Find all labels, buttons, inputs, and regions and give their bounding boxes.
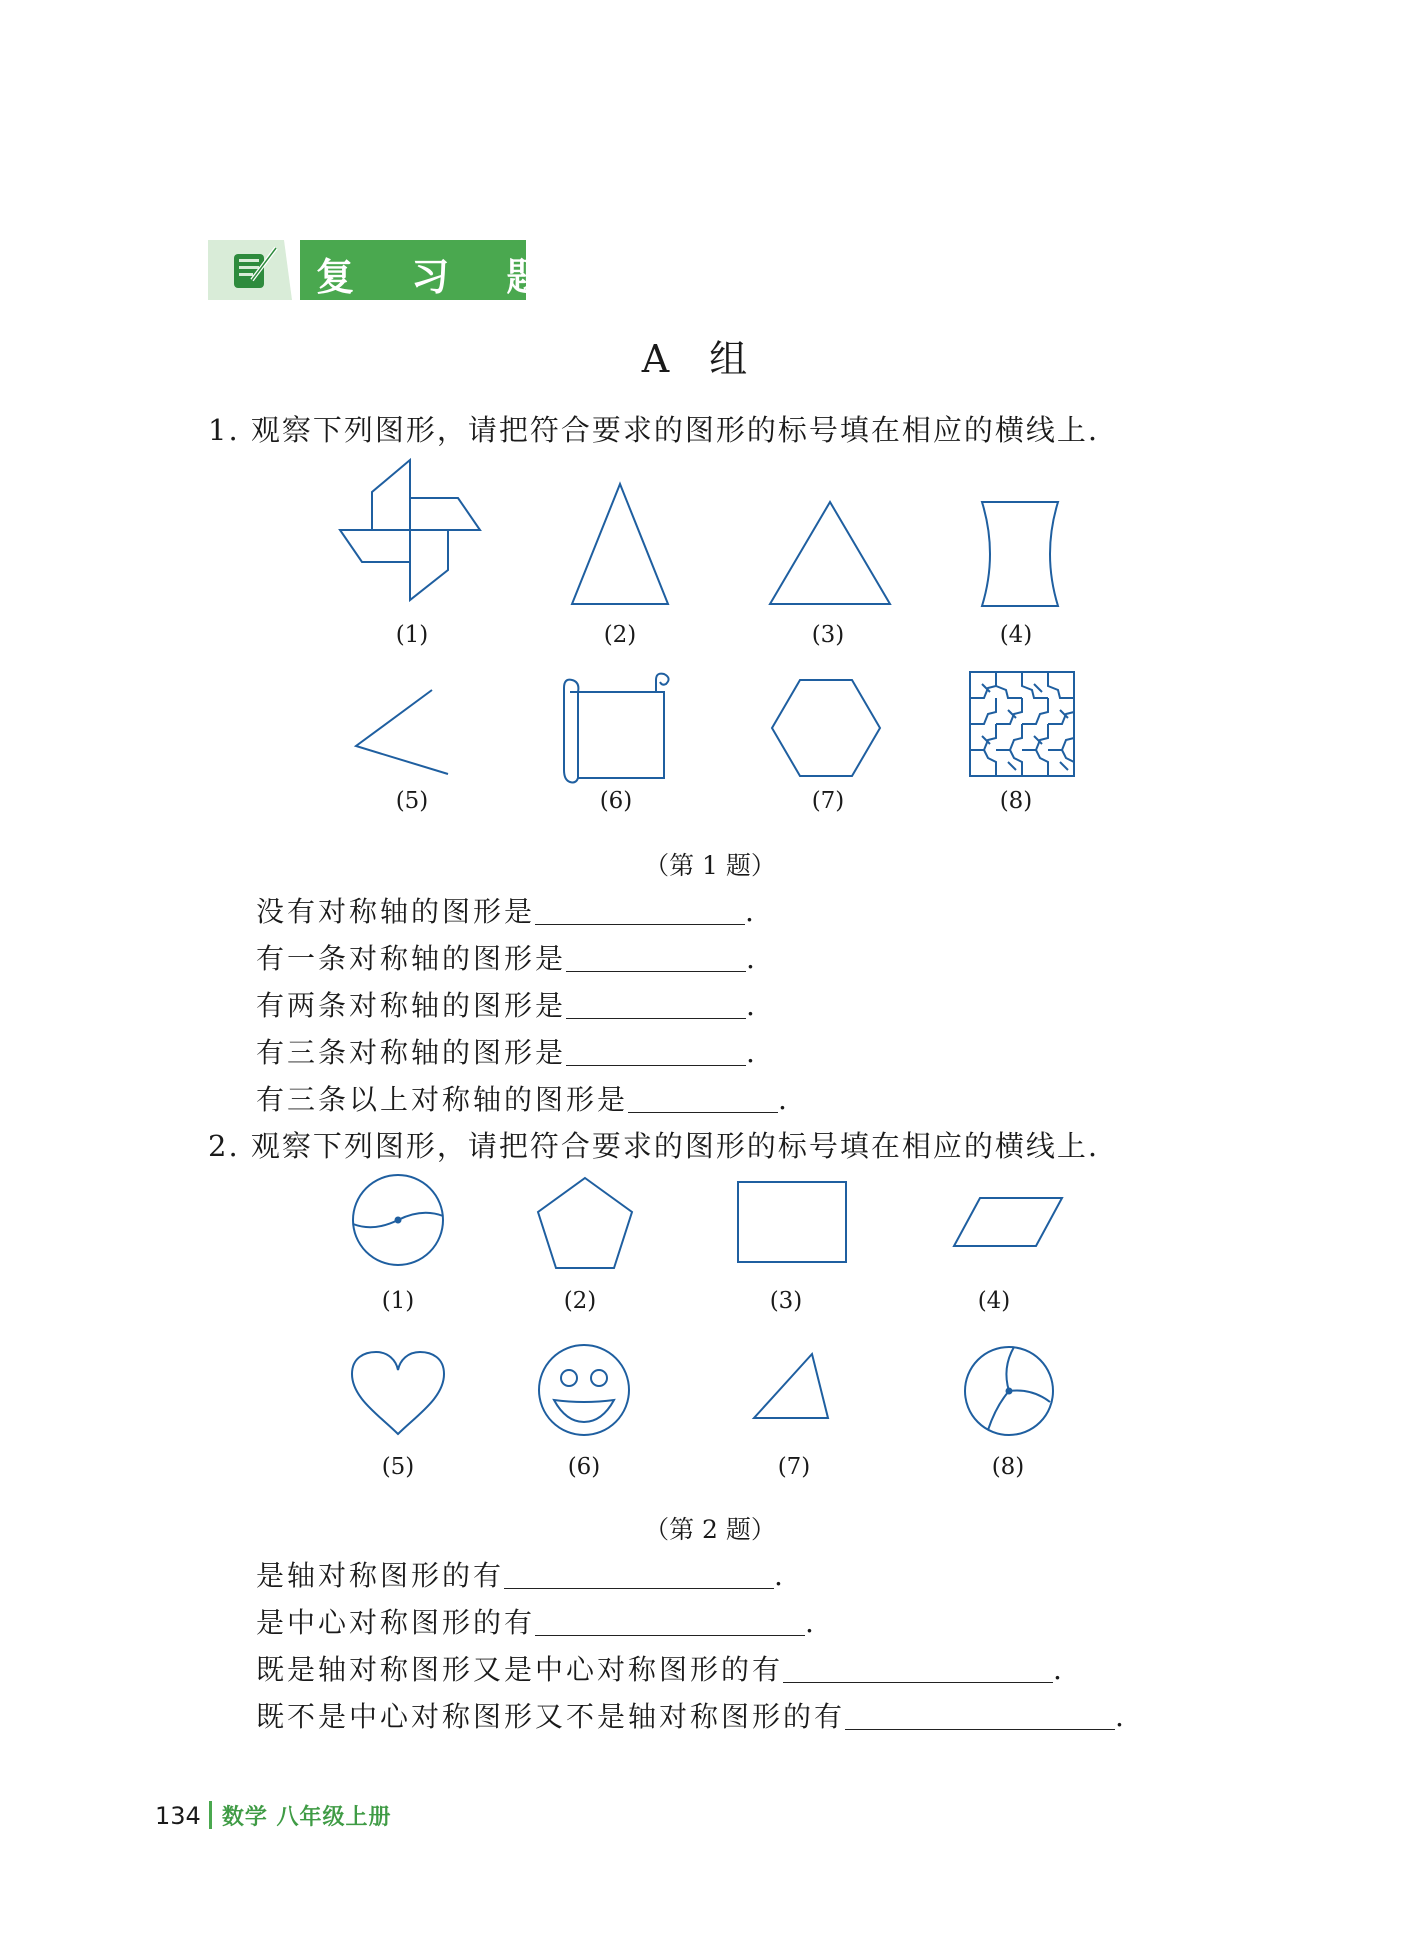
q1-fig6-scroll xyxy=(560,670,672,786)
q2-label-1: (1) xyxy=(381,1288,415,1314)
q2-fill-4: 既不是中心对称图形又不是轴对称图形的有 . xyxy=(256,1700,1127,1733)
q1-label-7: (7) xyxy=(811,788,845,814)
q1-fill-4: 有三条对称轴的图形是 . xyxy=(256,1036,758,1069)
q1-label-5: (5) xyxy=(395,788,429,814)
answer-blank[interactable] xyxy=(845,1701,1115,1730)
q2-fill-1: 是轴对称图形的有 . xyxy=(256,1559,786,1592)
book-title: 数学 八年级上册 xyxy=(221,1805,392,1830)
q2-label-7: (7) xyxy=(777,1454,811,1480)
q1-fig8-tile-pattern xyxy=(968,670,1076,778)
q2-label-6: (6) xyxy=(567,1454,601,1480)
q2-fill-2: 是中心对称图形的有 . xyxy=(256,1606,817,1639)
notebook-pen-icon xyxy=(208,240,300,300)
q1-fill-2: 有一条对称轴的图形是 . xyxy=(256,942,758,975)
q1-fig7-hexagon xyxy=(770,678,882,778)
q1-prompt: 1. 观察下列图形，请把符合要求的图形的标号填在相应的横线上. xyxy=(208,413,1100,447)
q1-fig3-equilateral-triangle xyxy=(768,500,892,606)
q2-fig4-parallelogram xyxy=(952,1196,1064,1248)
q1-fig5-angle xyxy=(354,688,450,776)
q2-fig7-triangle xyxy=(752,1352,830,1422)
q1-caption: （第 1 题） xyxy=(644,851,776,880)
section-title: 复 习 题 xyxy=(316,255,567,299)
q2-fig8-circle-pinwheel xyxy=(962,1344,1056,1438)
q2-label-3: (3) xyxy=(769,1288,803,1314)
answer-blank[interactable] xyxy=(783,1654,1053,1683)
q1-fill-5: 有三条以上对称轴的图形是 . xyxy=(256,1083,790,1116)
q2-label-2: (2) xyxy=(563,1288,597,1314)
answer-blank[interactable] xyxy=(504,1560,774,1589)
section-header xyxy=(208,240,567,300)
q1-label-4: (4) xyxy=(999,622,1033,648)
q2-fig5-heart xyxy=(350,1350,446,1436)
q2-label-5: (5) xyxy=(381,1454,415,1480)
page-footer xyxy=(155,1800,391,1831)
q1-fill-1: 没有对称轴的图形是 . xyxy=(256,895,757,928)
q1-fig1-pinwheel xyxy=(338,460,482,602)
answer-blank[interactable] xyxy=(535,1607,805,1636)
q2-fig1-circle-s-curve xyxy=(350,1172,446,1268)
section-title-box xyxy=(300,240,567,300)
q1-label-8: (8) xyxy=(999,788,1033,814)
footer-divider xyxy=(209,1801,212,1829)
q2-label-8: (8) xyxy=(991,1454,1025,1480)
page-number: 134 xyxy=(155,1802,201,1830)
answer-blank[interactable] xyxy=(566,943,746,972)
q2-fig2-pentagon xyxy=(536,1176,634,1270)
answer-blank[interactable] xyxy=(628,1084,778,1113)
answer-blank[interactable] xyxy=(566,1037,746,1066)
q2-prompt: 2. 观察下列图形，请把符合要求的图形的标号填在相应的横线上. xyxy=(208,1129,1100,1163)
q2-fig6-smiley-face xyxy=(536,1342,632,1438)
q1-label-3: (3) xyxy=(811,622,845,648)
q1-label-2: (2) xyxy=(603,622,637,648)
q2-caption: （第 2 题） xyxy=(644,1515,776,1544)
q2-fig3-rectangle xyxy=(736,1180,848,1264)
q1-fill-3: 有两条对称轴的图形是 . xyxy=(256,989,758,1022)
q1-label-6: (6) xyxy=(599,788,633,814)
answer-blank[interactable] xyxy=(566,990,746,1019)
group-title: A 组 xyxy=(641,337,762,381)
q1-label-1: (1) xyxy=(395,622,429,648)
q1-fig4-concave-rectangle xyxy=(980,500,1060,608)
q1-fig2-isosceles-triangle xyxy=(570,482,670,606)
q2-fill-3: 既是轴对称图形又是中心对称图形的有 . xyxy=(256,1653,1065,1686)
q2-label-4: (4) xyxy=(977,1288,1011,1314)
answer-blank[interactable] xyxy=(535,896,745,925)
